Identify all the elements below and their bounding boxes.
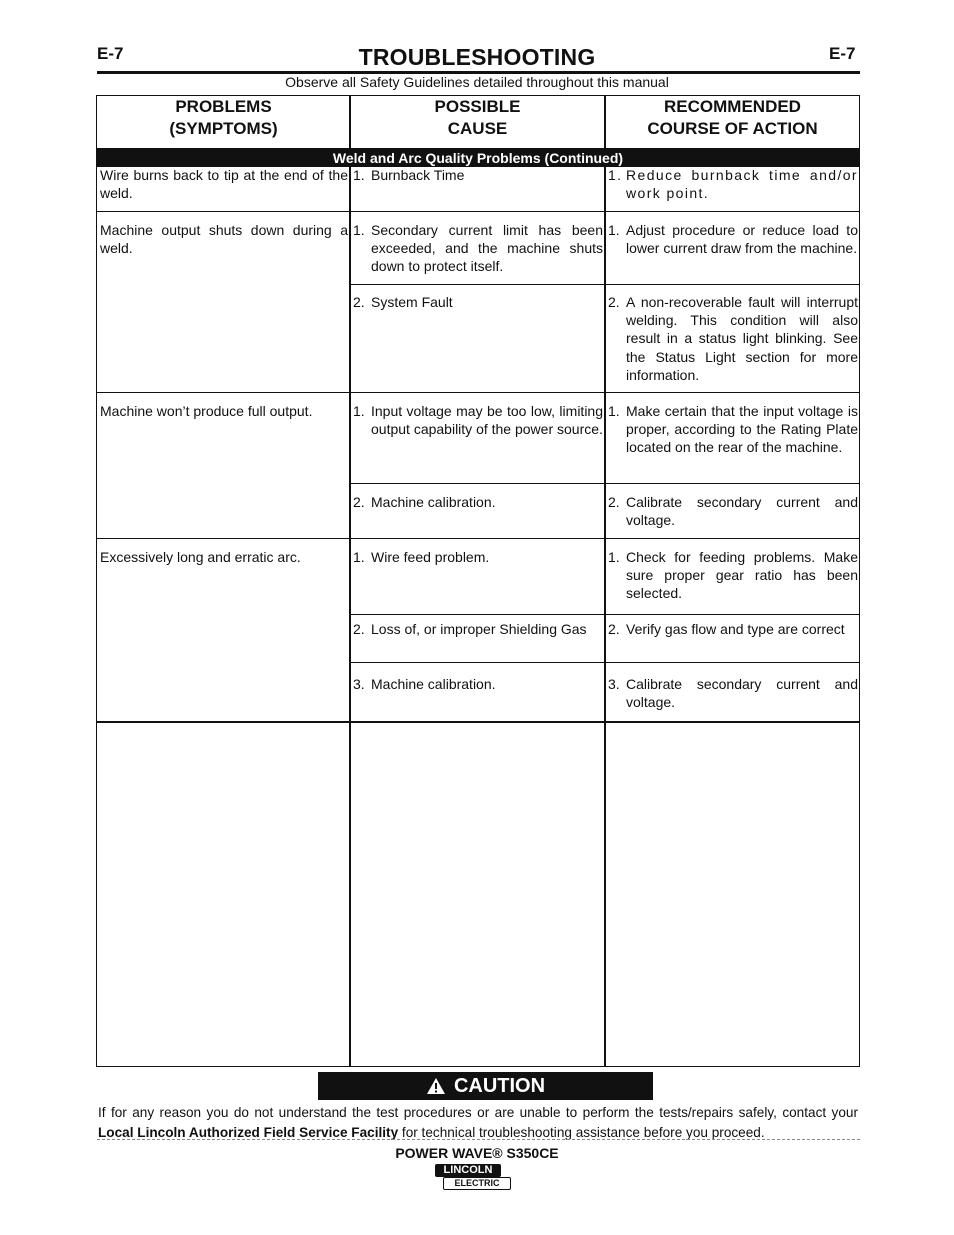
cause-number: 3. <box>353 676 365 692</box>
row-divider <box>97 721 859 723</box>
page-code-left: E-7 <box>97 44 124 63</box>
column-divider <box>349 96 351 1066</box>
cause-item <box>353 620 603 638</box>
caution-text-bold: Local Lincoln Authorized Field Service Facility <box>98 1125 399 1140</box>
header-action-line2: COURSE OF ACTION <box>647 119 818 138</box>
header-action-line1: RECOMMENDED <box>664 97 801 116</box>
action-item <box>608 293 858 384</box>
action-text: Calibrate secondary current and voltage. <box>626 494 858 529</box>
row-divider <box>351 662 859 663</box>
action-number: 1. <box>608 403 620 419</box>
problem-cell: Excessively long and erratic arc. <box>100 549 301 565</box>
action-text: A non-recoverable fault will interrupt welding. This condition will also result in a status light blinking. See the Status Light section for more information. <box>626 294 858 383</box>
header-cause-line1: POSSIBLE <box>434 97 521 116</box>
footer-rule <box>97 1139 860 1140</box>
header-problems-line2: (SYMPTOMS) <box>169 119 278 138</box>
cause-item <box>353 675 603 693</box>
action-number: 1. <box>608 167 623 183</box>
action-text: Calibrate secondary current and voltage. <box>626 676 858 711</box>
page-code-right: E-7 <box>829 44 856 63</box>
caution-banner <box>318 1072 653 1100</box>
action-text: Check for feeding problems. Make sure proper gear ratio has been selected. <box>626 549 858 602</box>
cause-number: 1. <box>353 222 365 238</box>
caution-label: CAUTION <box>453 1075 546 1097</box>
row-divider <box>97 211 859 212</box>
cause-item <box>353 493 603 511</box>
problem-cell: Machine output shuts down during a weld. <box>100 222 348 257</box>
action-number: 2. <box>608 294 620 310</box>
cause-number: 2. <box>353 494 365 510</box>
safety-note: Observe all Safety Guidelines detailed throughout this manual <box>285 74 669 90</box>
cause-number: 1. <box>353 167 365 183</box>
row-divider <box>97 392 859 393</box>
header-cause-line2: CAUSE <box>447 119 508 138</box>
logo-bottom-text: ELECTRIC <box>443 1177 511 1190</box>
cause-text: Burnback Time <box>371 167 465 183</box>
cause-text: Machine calibration. <box>371 676 496 692</box>
cause-number: 2. <box>353 621 365 637</box>
header-cause <box>351 96 604 148</box>
row-divider <box>351 284 859 285</box>
column-divider <box>604 96 606 1066</box>
action-item <box>608 166 858 202</box>
action-item <box>608 620 858 638</box>
lincoln-electric-logo <box>433 1163 511 1191</box>
logo-top-text: LINCOLN <box>435 1164 501 1177</box>
cause-text: Wire feed problem. <box>371 549 490 565</box>
action-text: Adjust procedure or reduce load to lower current draw from the machine. <box>626 222 858 257</box>
action-item <box>608 493 858 529</box>
caution-text-part2: for technical troubleshooting assistance before you proceed. <box>398 1125 765 1140</box>
section-title-bar: Weld and Arc Quality Problems (Continued) <box>97 148 859 167</box>
cause-number: 2. <box>353 294 365 310</box>
row-divider <box>351 483 859 484</box>
cause-text: Loss of, or improper Shielding Gas <box>371 621 587 637</box>
warning-triangle-icon <box>426 1077 446 1095</box>
header-problems <box>97 96 350 148</box>
action-number: 2. <box>608 494 620 510</box>
action-text: Reduce burnback time and/or work point. <box>626 167 858 202</box>
action-text: Verify gas flow and type are correct <box>626 621 845 637</box>
action-number: 3. <box>608 676 620 692</box>
header-problems-line1: PROBLEMS <box>175 97 272 116</box>
caution-text-part1: If for any reason you do not understand the test procedures or are unable to perform the tests/repairs safely, contact your <box>98 1105 858 1120</box>
header-action <box>606 96 859 148</box>
product-name: POWER WAVE® S350CE <box>395 1145 559 1161</box>
page-title: TROUBLESHOOTING <box>358 44 596 70</box>
caution-text <box>98 1103 858 1143</box>
action-item <box>608 402 858 457</box>
problem-cell: Wire burns back to tip at the end of the weld. <box>100 167 348 202</box>
troubleshooting-table <box>96 95 860 1067</box>
cause-text: Input voltage may be too low, limiting output capability of the power source. <box>371 403 603 438</box>
cause-text: Secondary current limit has been exceeded, and the machine shuts down to protect itself. <box>371 222 603 275</box>
cause-text: Machine calibration. <box>371 494 496 510</box>
action-number: 1. <box>608 549 620 565</box>
action-item <box>608 675 858 711</box>
cause-item <box>353 402 603 438</box>
row-divider <box>97 538 859 539</box>
action-number: 2. <box>608 621 620 637</box>
problem-cell: Machine won’t produce full output. <box>100 403 313 419</box>
cause-text: System Fault <box>371 294 453 310</box>
action-text: Make certain that the input voltage is proper, according to the Rating Plate located on the rear of the machine. <box>626 403 858 456</box>
cause-item <box>353 221 603 276</box>
cause-item <box>353 293 603 311</box>
cause-item <box>353 548 603 566</box>
cause-item <box>353 166 603 184</box>
row-divider <box>351 614 859 615</box>
action-item <box>608 221 858 257</box>
cause-number: 1. <box>353 549 365 565</box>
action-item <box>608 548 858 603</box>
action-number: 1. <box>608 222 620 238</box>
cause-number: 1. <box>353 403 365 419</box>
